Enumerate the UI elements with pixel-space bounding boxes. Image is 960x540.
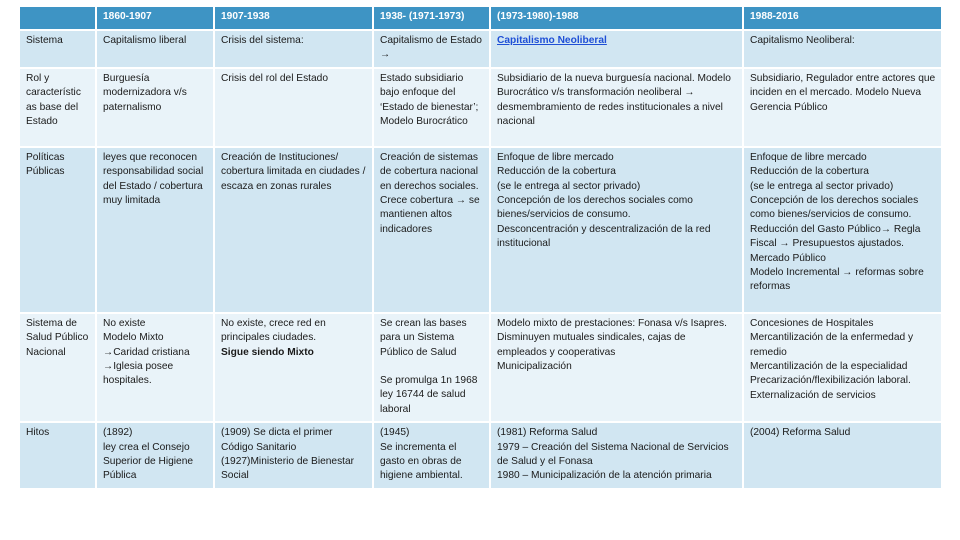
text-line: Concepción de los derechos sociales como bienes/servicios de consumo. <box>750 195 919 221</box>
text-line: Desconcentración y descentralización de la red institucional <box>497 223 711 250</box>
text-line: Reducción de la cobertura <box>497 166 616 178</box>
row-label: Sistema <box>19 30 96 68</box>
text-line: ley crea el Consejo Superior de Higiene Pública <box>103 441 194 482</box>
text-line: Modelo mixto de prestaciones: Fonasa v/s Isapres. <box>497 317 727 329</box>
row-salud <box>19 313 942 422</box>
cell-sistema-1: Capitalismo liberal <box>96 30 214 68</box>
capitalismo-neoliberal-link[interactable]: Capitalismo Neoliberal <box>497 35 607 46</box>
row-rol <box>19 68 942 147</box>
cell-politicas-4 <box>490 147 743 313</box>
text-line: Enfoque de libre mercado <box>750 151 867 163</box>
cell-rol-1: Burguesía modernizadora v/s paternalismo <box>96 68 214 147</box>
cell-hitos-5: (2004) Reforma Salud <box>743 422 942 489</box>
text-line: No existe, crece red en principales ciudades. <box>221 317 326 344</box>
text-line: (1981) Reforma Salud <box>497 427 598 439</box>
header-period-1938-1973: 1938- (1971-1973) <box>373 6 490 30</box>
cell-politicas-5 <box>743 147 942 313</box>
cell-salud-5 <box>743 313 942 422</box>
text-line: Se promulga 1n 1968 ley 16744 de salud laboral <box>380 375 478 415</box>
cell-rol-5: Subsidiario, Regulador entre actores que inciden en el mercado. Modelo Nueva Gerencia Público <box>743 68 942 147</box>
cell-sistema-2: Crisis del sistema: <box>214 30 373 68</box>
text-line: Crece cobertura → se mantienen altos indicadores <box>380 195 480 235</box>
row-label: Políticas Públicas <box>19 147 96 313</box>
text-line: Reducción de la cobertura <box>750 166 869 178</box>
text-line: 1979 – Creación del Sistema Nacional de Servicios de Salud y el Fonasa <box>497 441 729 468</box>
text-line: Externalización de servicios <box>750 389 876 401</box>
text-line: Reducción del Gasto Público→ Regla Fiscal → Presupuestos ajustados. <box>750 223 921 250</box>
row-label: Hitos <box>19 422 96 489</box>
cell-hitos-1 <box>96 422 214 489</box>
cell-sistema-4 <box>490 30 743 68</box>
cell-salud-4 <box>490 313 743 422</box>
text-line: (1892) <box>103 427 133 439</box>
text-line: Modelo Mixto <box>103 332 164 344</box>
text-line: 1980 – Municipalización de la atención primaria <box>497 470 712 482</box>
cell-politicas-1: leyes que reconocen responsabilidad social del Estado / cobertura muy limitada <box>96 147 214 313</box>
row-sistema <box>19 30 942 68</box>
text-line: →Caridad cristiana →Iglesia posee hospitales. <box>103 346 190 387</box>
row-label: Sistema de Salud Público Nacional <box>19 313 96 422</box>
text-line: (1909) Se dicta el primer Código Sanitario <box>221 427 333 453</box>
header-period-1973-1988: (1973-1980)-1988 <box>490 6 743 30</box>
text-line: Mercantilización de la especialidad <box>750 361 908 373</box>
cell-hitos-4 <box>490 422 743 489</box>
text-line: (se le entrega al sector privado) <box>497 180 641 192</box>
header-row <box>19 6 942 30</box>
cell-rol-3: Estado subsidiario bajo enfoque del ‘Estado de bienestar’; Modelo Burocrático <box>373 68 490 147</box>
header-period-1860-1907: 1860-1907 <box>96 6 214 30</box>
text-line: Mercado Público <box>750 252 826 264</box>
text-line: Municipalización <box>497 361 572 373</box>
cell-salud-2 <box>214 313 373 422</box>
spacer <box>380 360 484 374</box>
text-line: Se crean las bases para un Sistema Público de Salud <box>380 317 467 358</box>
cell-salud-3 <box>373 313 490 422</box>
cell-rol-4: Subsidiario de la nueva burguesía nacional. Modelo Burocrático v/s transformación neoliberal → desmembramiento de redes institucionales a nivel nacional <box>490 68 743 147</box>
cell-politicas-3 <box>373 147 490 313</box>
text-line: Mercantilización de la enfermedad y remedio <box>750 332 914 358</box>
cell-sistema-3: Capitalismo de Estado → <box>373 30 490 68</box>
text-line: Disminuyen mutuales sindicales, cajas de empleados y cooperativas <box>497 332 686 358</box>
text-line: Modelo Incremental → reformas sobre reformas <box>750 267 924 293</box>
cell-hitos-3 <box>373 422 490 489</box>
header-period-1988-2016: 1988-2016 <box>743 6 942 30</box>
cell-salud-1 <box>96 313 214 422</box>
comparison-table <box>18 5 943 490</box>
text-line: (1927)Ministerio de Bienestar Social <box>221 456 355 482</box>
text-line: Creación de sistemas de cobertura nacional en derechos sociales. <box>380 151 479 192</box>
row-politicas <box>19 147 942 313</box>
row-hitos <box>19 422 942 489</box>
header-corner <box>19 6 96 30</box>
text-line: Se incrementa el gasto en obras de higiene ambiental. <box>380 441 463 482</box>
text-line: Enfoque de libre mercado <box>497 151 614 163</box>
row-label: Rol y característic as base del Estado <box>19 68 96 147</box>
text-line: Concesiones de Hospitales <box>750 317 874 329</box>
header-period-1907-1938: 1907-1938 <box>214 6 373 30</box>
text-line: No existe <box>103 317 146 329</box>
cell-rol-2: Crisis del rol del Estado <box>214 68 373 147</box>
text-line: (1945) <box>380 427 410 439</box>
text-line: (se le entrega al sector privado) <box>750 180 894 192</box>
text-line: Precarización/flexibilización laboral. <box>750 375 911 387</box>
text-line: Sigue siendo Mixto <box>221 346 314 358</box>
cell-sistema-5: Capitalismo Neoliberal: <box>743 30 942 68</box>
text-line: Concepción de los derechos sociales como bienes/servicios de consumo. <box>497 195 693 221</box>
cell-politicas-2: Creación de Instituciones/ cobertura limitada en ciudades / escaza en zonas rurales <box>214 147 373 313</box>
cell-hitos-2 <box>214 422 373 489</box>
